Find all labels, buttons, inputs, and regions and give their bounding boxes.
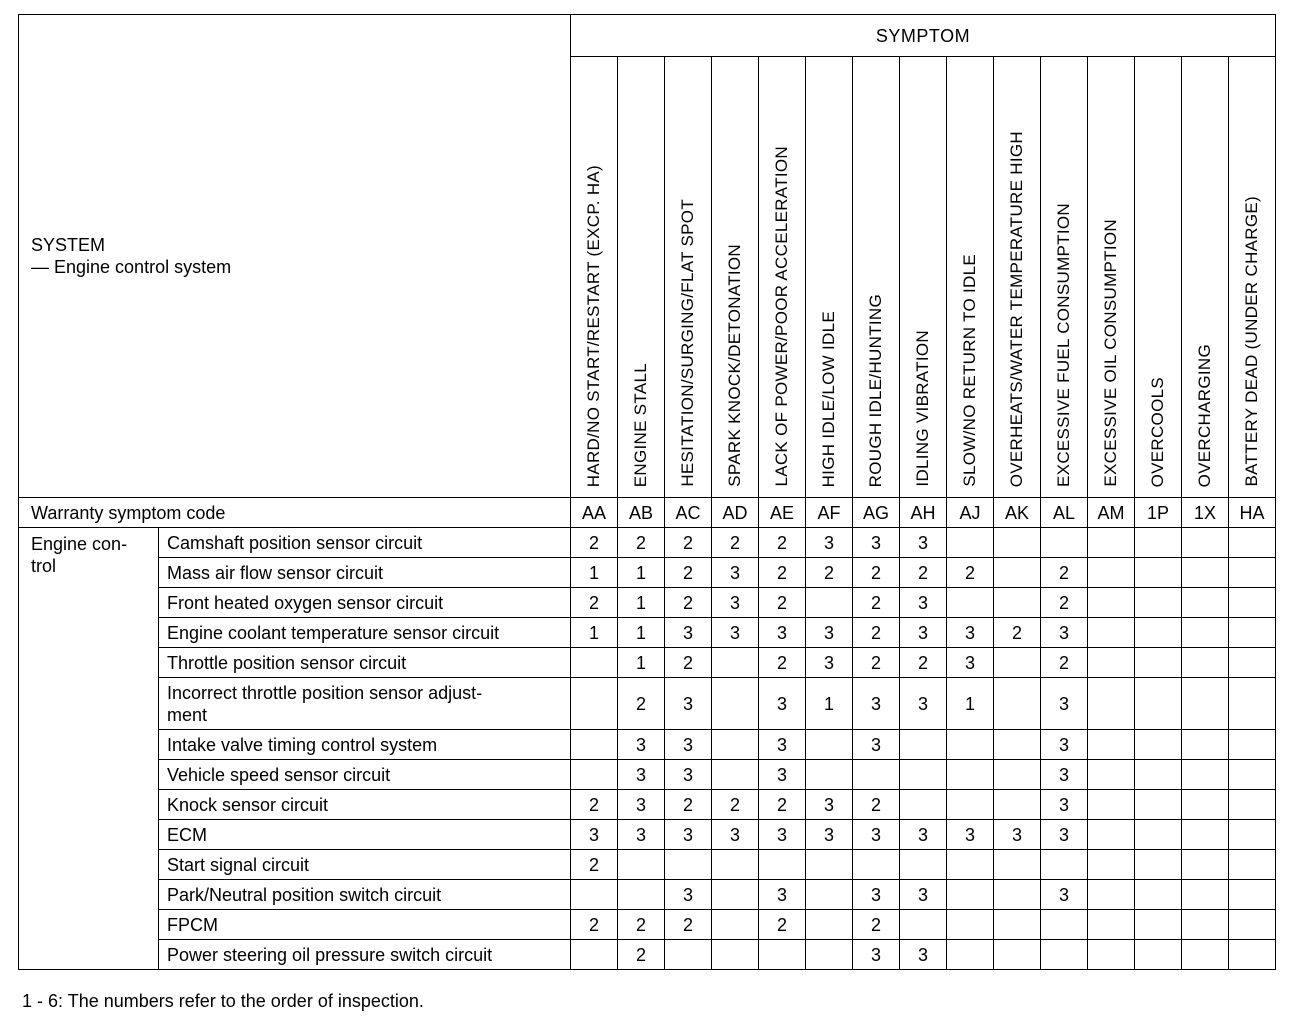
cell-value: 3 <box>947 648 994 678</box>
cell-value: 3 <box>665 678 712 730</box>
symptom-name: SLOW/NO RETURN TO IDLE <box>960 254 979 487</box>
cell-value <box>900 910 947 940</box>
symptom-column-header <box>1182 57 1229 498</box>
cell-value <box>1041 528 1088 558</box>
cell-value <box>1088 940 1135 970</box>
warranty-code: AD <box>712 498 759 528</box>
cell-value <box>1229 940 1276 970</box>
cell-value <box>1229 648 1276 678</box>
cell-value <box>1182 790 1229 820</box>
row-label: Mass air flow sensor circuit <box>159 558 571 588</box>
cell-value <box>1182 648 1229 678</box>
row-label: Engine coolant temperature sensor circuit <box>159 618 571 648</box>
cell-value: 3 <box>1041 760 1088 790</box>
cell-value: 2 <box>665 790 712 820</box>
cell-value <box>1135 678 1182 730</box>
cell-value: 3 <box>618 820 665 850</box>
cell-value <box>1229 880 1276 910</box>
cell-value: 2 <box>853 910 900 940</box>
cell-value: 3 <box>853 678 900 730</box>
cell-value <box>1182 760 1229 790</box>
cell-value <box>900 760 947 790</box>
cell-value <box>994 910 1041 940</box>
symptom-name: ROUGH IDLE/HUNTING <box>866 293 885 487</box>
cell-value <box>1135 648 1182 678</box>
table-row <box>19 648 1276 678</box>
table-row <box>19 618 1276 648</box>
warranty-code: AH <box>900 498 947 528</box>
cell-value <box>1182 880 1229 910</box>
table-row <box>19 730 1276 760</box>
cell-value <box>1229 910 1276 940</box>
cell-value: 2 <box>759 558 806 588</box>
row-label: Park/Neutral position switch circuit <box>159 880 571 910</box>
cell-value <box>1182 618 1229 648</box>
cell-value <box>1088 588 1135 618</box>
row-label: ECM <box>159 820 571 850</box>
cell-value <box>994 790 1041 820</box>
cell-value <box>994 558 1041 588</box>
cell-value: 2 <box>900 558 947 588</box>
cell-value: 3 <box>806 820 853 850</box>
cell-value: 2 <box>853 618 900 648</box>
symptom-name: HESITATION/SURGING/FLAT SPOT <box>678 199 697 487</box>
cell-value <box>1088 528 1135 558</box>
cell-value <box>618 850 665 880</box>
warranty-code: AA <box>571 498 618 528</box>
cell-value <box>900 850 947 880</box>
cell-value <box>806 910 853 940</box>
cell-value: 3 <box>900 528 947 558</box>
cell-value: 2 <box>759 910 806 940</box>
cell-value <box>1041 910 1088 940</box>
cell-value <box>665 940 712 970</box>
cell-value <box>1135 820 1182 850</box>
cell-value: 3 <box>712 588 759 618</box>
cell-value: 2 <box>759 648 806 678</box>
table-row <box>19 820 1276 850</box>
symptom-name: EXCESSIVE OIL CONSUMPTION <box>1101 219 1120 487</box>
cell-value <box>1041 940 1088 970</box>
cell-value: 3 <box>1041 730 1088 760</box>
cell-value <box>1182 820 1229 850</box>
cell-value <box>1088 850 1135 880</box>
table-row <box>19 760 1276 790</box>
symptom-column-header <box>1229 57 1276 498</box>
warranty-code: HA <box>1229 498 1276 528</box>
cell-value <box>806 850 853 880</box>
warranty-code: AK <box>994 498 1041 528</box>
cell-value <box>947 910 994 940</box>
cell-value <box>1135 588 1182 618</box>
cell-value: 3 <box>1041 820 1088 850</box>
cell-value: 2 <box>571 528 618 558</box>
symptom-title: SYMPTOM <box>571 15 1276 57</box>
symptom-name: IDLING VIBRATION <box>913 330 932 487</box>
cell-value <box>806 880 853 910</box>
cell-value: 2 <box>853 648 900 678</box>
cell-value: 1 <box>618 618 665 648</box>
cell-value: 3 <box>853 528 900 558</box>
cell-value: 3 <box>759 678 806 730</box>
table-row <box>19 558 1276 588</box>
cell-value <box>947 850 994 880</box>
cell-value <box>1088 648 1135 678</box>
row-label: Throttle position sensor circuit <box>159 648 571 678</box>
cell-value <box>1182 940 1229 970</box>
cell-value <box>900 730 947 760</box>
warranty-code: AE <box>759 498 806 528</box>
system-label: SYSTEM <box>31 235 106 255</box>
cell-value <box>1088 880 1135 910</box>
symptom-column-header <box>994 57 1041 498</box>
cell-value: 2 <box>712 790 759 820</box>
cell-value: 1 <box>618 558 665 588</box>
cell-value: 3 <box>900 588 947 618</box>
cell-value <box>1229 558 1276 588</box>
cell-value: 2 <box>1041 648 1088 678</box>
row-label: Intake valve timing control system <box>159 730 571 760</box>
table-row <box>19 910 1276 940</box>
cell-value: 3 <box>806 528 853 558</box>
table-row <box>19 880 1276 910</box>
warranty-label: Warranty symptom code <box>19 498 571 528</box>
cell-value: 2 <box>806 558 853 588</box>
warranty-code: AG <box>853 498 900 528</box>
cell-value: 3 <box>900 880 947 910</box>
row-label: Front heated oxygen sensor circuit <box>159 588 571 618</box>
cell-value: 2 <box>1041 588 1088 618</box>
cell-value <box>712 678 759 730</box>
cell-value <box>1135 910 1182 940</box>
cell-value <box>1135 790 1182 820</box>
table-row <box>19 850 1276 880</box>
cell-value <box>665 850 712 880</box>
symptom-name: OVERCOOLS <box>1148 376 1167 487</box>
row-label: Camshaft position sensor circuit <box>159 528 571 558</box>
cell-value <box>947 588 994 618</box>
cell-value <box>1229 790 1276 820</box>
cell-value <box>900 790 947 820</box>
symptom-column-header <box>618 57 665 498</box>
cell-value <box>1041 850 1088 880</box>
cell-value <box>994 730 1041 760</box>
cell-value: 1 <box>806 678 853 730</box>
warranty-code-row <box>19 498 1276 528</box>
cell-value: 3 <box>1041 618 1088 648</box>
cell-value <box>712 910 759 940</box>
cell-value <box>759 940 806 970</box>
cell-value: 3 <box>900 820 947 850</box>
cell-value: 3 <box>1041 790 1088 820</box>
cell-value <box>1088 820 1135 850</box>
cell-value <box>1229 820 1276 850</box>
symptom-column-header <box>1135 57 1182 498</box>
warranty-code: 1X <box>1182 498 1229 528</box>
cell-value <box>1135 880 1182 910</box>
cell-value <box>1229 618 1276 648</box>
cell-value <box>806 760 853 790</box>
system-subtitle: — Engine control system <box>31 257 232 277</box>
cell-value: 3 <box>665 820 712 850</box>
cell-value <box>806 588 853 618</box>
symptom-name: OVERCHARGING <box>1195 343 1214 487</box>
cell-value: 3 <box>759 730 806 760</box>
cell-value: 3 <box>947 820 994 850</box>
cell-value: 1 <box>571 558 618 588</box>
symptom-column-header <box>1088 57 1135 498</box>
cell-value <box>853 760 900 790</box>
cell-value <box>571 678 618 730</box>
symptom-name: BATTERY DEAD (UNDER CHARGE) <box>1242 196 1261 487</box>
cell-value <box>618 880 665 910</box>
cell-value <box>994 940 1041 970</box>
cell-value <box>1229 850 1276 880</box>
cell-value <box>947 790 994 820</box>
cell-value: 3 <box>759 618 806 648</box>
cell-value <box>1182 528 1229 558</box>
cell-value: 3 <box>759 820 806 850</box>
symptom-column-header <box>712 57 759 498</box>
group-label: Engine con- trol <box>19 528 159 970</box>
cell-value: 1 <box>571 618 618 648</box>
cell-value: 2 <box>853 588 900 618</box>
cell-value: 1 <box>618 648 665 678</box>
cell-value: 3 <box>712 558 759 588</box>
cell-value: 2 <box>665 558 712 588</box>
cell-value: 3 <box>853 730 900 760</box>
cell-value <box>1088 910 1135 940</box>
symptom-column-header <box>900 57 947 498</box>
cell-value: 1 <box>947 678 994 730</box>
row-label: FPCM <box>159 910 571 940</box>
cell-value <box>571 880 618 910</box>
cell-value <box>994 648 1041 678</box>
warranty-code: 1P <box>1135 498 1182 528</box>
cell-value <box>947 528 994 558</box>
symptom-column-header <box>571 57 618 498</box>
cell-value <box>1182 588 1229 618</box>
cell-value: 3 <box>853 880 900 910</box>
cell-value: 3 <box>853 820 900 850</box>
cell-value: 3 <box>900 618 947 648</box>
cell-value <box>1182 678 1229 730</box>
table-row <box>19 528 1276 558</box>
cell-value <box>994 678 1041 730</box>
cell-value: 2 <box>571 588 618 618</box>
cell-value <box>1135 760 1182 790</box>
cell-value: 3 <box>618 760 665 790</box>
cell-value: 3 <box>994 820 1041 850</box>
cell-value <box>1088 618 1135 648</box>
cell-value: 3 <box>759 760 806 790</box>
table-row <box>19 940 1276 970</box>
cell-value: 2 <box>571 850 618 880</box>
cell-value: 2 <box>618 678 665 730</box>
cell-value: 3 <box>900 940 947 970</box>
warranty-code: AJ <box>947 498 994 528</box>
symptom-name: OVERHEATS/WATER TEMPERATURE HIGH <box>1007 130 1026 487</box>
table-row <box>19 588 1276 618</box>
cell-value <box>994 760 1041 790</box>
footnote: 1 - 6: The numbers refer to the order of inspection. <box>22 991 424 1011</box>
cell-value <box>1229 678 1276 730</box>
cell-value <box>1135 618 1182 648</box>
cell-value <box>712 648 759 678</box>
cell-value: 3 <box>571 820 618 850</box>
symptom-name: HARD/NO START/RESTART (EXCP. HA) <box>584 164 603 487</box>
cell-value <box>806 730 853 760</box>
cell-value: 3 <box>712 820 759 850</box>
cell-value <box>1135 558 1182 588</box>
cell-value: 2 <box>618 910 665 940</box>
symptom-column-header <box>853 57 900 498</box>
cell-value: 3 <box>806 618 853 648</box>
cell-value <box>1135 850 1182 880</box>
cell-value <box>1182 910 1229 940</box>
symptom-column-header <box>947 57 994 498</box>
cell-value <box>1088 730 1135 760</box>
cell-value <box>1088 790 1135 820</box>
cell-value: 2 <box>618 940 665 970</box>
symptom-name: LACK OF POWER/POOR ACCELERATION <box>772 146 791 487</box>
cell-value: 2 <box>571 910 618 940</box>
cell-value: 3 <box>712 618 759 648</box>
cell-value: 1 <box>618 588 665 618</box>
cell-value <box>994 880 1041 910</box>
cell-value: 2 <box>947 558 994 588</box>
warranty-code: AF <box>806 498 853 528</box>
table-row <box>19 678 1276 730</box>
cell-value <box>712 850 759 880</box>
warranty-code: AB <box>618 498 665 528</box>
cell-value <box>1182 730 1229 760</box>
row-label: Incorrect throttle position sensor adjust- ment <box>159 678 571 730</box>
symptom-header-row <box>19 15 1276 57</box>
row-label: Knock sensor circuit <box>159 790 571 820</box>
symptom-name: SPARK KNOCK/DETONATION <box>725 244 744 487</box>
cell-value: 3 <box>665 618 712 648</box>
symptom-column-header <box>1041 57 1088 498</box>
cell-value <box>1135 940 1182 970</box>
symptom-column-header <box>806 57 853 498</box>
cell-value: 2 <box>665 648 712 678</box>
cell-value: 2 <box>759 588 806 618</box>
cell-value <box>1229 588 1276 618</box>
cell-value <box>1088 760 1135 790</box>
row-label: Power steering oil pressure switch circuit <box>159 940 571 970</box>
cell-value: 3 <box>665 730 712 760</box>
symptom-column-header <box>665 57 712 498</box>
cell-value: 2 <box>759 528 806 558</box>
cell-value <box>994 528 1041 558</box>
warranty-code: AM <box>1088 498 1135 528</box>
cell-value <box>1088 678 1135 730</box>
cell-value <box>571 730 618 760</box>
cell-value <box>712 730 759 760</box>
cell-value: 3 <box>618 730 665 760</box>
table-row <box>19 790 1276 820</box>
row-label: Start signal circuit <box>159 850 571 880</box>
cell-value <box>947 730 994 760</box>
cell-value <box>947 760 994 790</box>
cell-value: 2 <box>665 588 712 618</box>
symptom-matrix-table <box>18 14 1276 970</box>
cell-value <box>853 850 900 880</box>
cell-value <box>1182 558 1229 588</box>
cell-value: 2 <box>571 790 618 820</box>
cell-value: 3 <box>759 880 806 910</box>
cell-value: 3 <box>853 940 900 970</box>
cell-value: 3 <box>665 760 712 790</box>
cell-value: 2 <box>665 528 712 558</box>
cell-value: 2 <box>665 910 712 940</box>
cell-value <box>712 760 759 790</box>
cell-value: 2 <box>712 528 759 558</box>
cell-value <box>712 940 759 970</box>
cell-value: 3 <box>665 880 712 910</box>
cell-value <box>571 760 618 790</box>
cell-value <box>759 850 806 880</box>
cell-value: 2 <box>759 790 806 820</box>
symptom-name: ENGINE STALL <box>631 362 650 487</box>
cell-value <box>1135 528 1182 558</box>
cell-value <box>1088 558 1135 588</box>
cell-value <box>994 588 1041 618</box>
cell-value <box>1229 760 1276 790</box>
cell-value: 3 <box>806 648 853 678</box>
cell-value: 3 <box>1041 880 1088 910</box>
cell-value: 2 <box>853 790 900 820</box>
cell-value: 3 <box>900 678 947 730</box>
cell-value <box>994 850 1041 880</box>
symptom-name: HIGH IDLE/LOW IDLE <box>819 310 838 487</box>
warranty-code: AC <box>665 498 712 528</box>
warranty-code: AL <box>1041 498 1088 528</box>
cell-value <box>947 940 994 970</box>
row-label: Vehicle speed sensor circuit <box>159 760 571 790</box>
cell-value: 2 <box>853 558 900 588</box>
cell-value: 2 <box>1041 558 1088 588</box>
symptom-column-header <box>759 57 806 498</box>
cell-value: 3 <box>1041 678 1088 730</box>
cell-value <box>571 940 618 970</box>
cell-value: 2 <box>994 618 1041 648</box>
cell-value: 3 <box>806 790 853 820</box>
cell-value <box>1182 850 1229 880</box>
cell-value <box>712 880 759 910</box>
cell-value <box>947 880 994 910</box>
cell-value <box>1229 528 1276 558</box>
symptom-name: EXCESSIVE FUEL CONSUMPTION <box>1054 203 1073 487</box>
cell-value <box>571 648 618 678</box>
cell-value: 2 <box>900 648 947 678</box>
cell-value: 3 <box>947 618 994 648</box>
cell-value <box>1229 730 1276 760</box>
cell-value <box>806 940 853 970</box>
cell-value: 3 <box>618 790 665 820</box>
system-cell <box>19 15 571 498</box>
cell-value <box>1135 730 1182 760</box>
cell-value: 2 <box>618 528 665 558</box>
